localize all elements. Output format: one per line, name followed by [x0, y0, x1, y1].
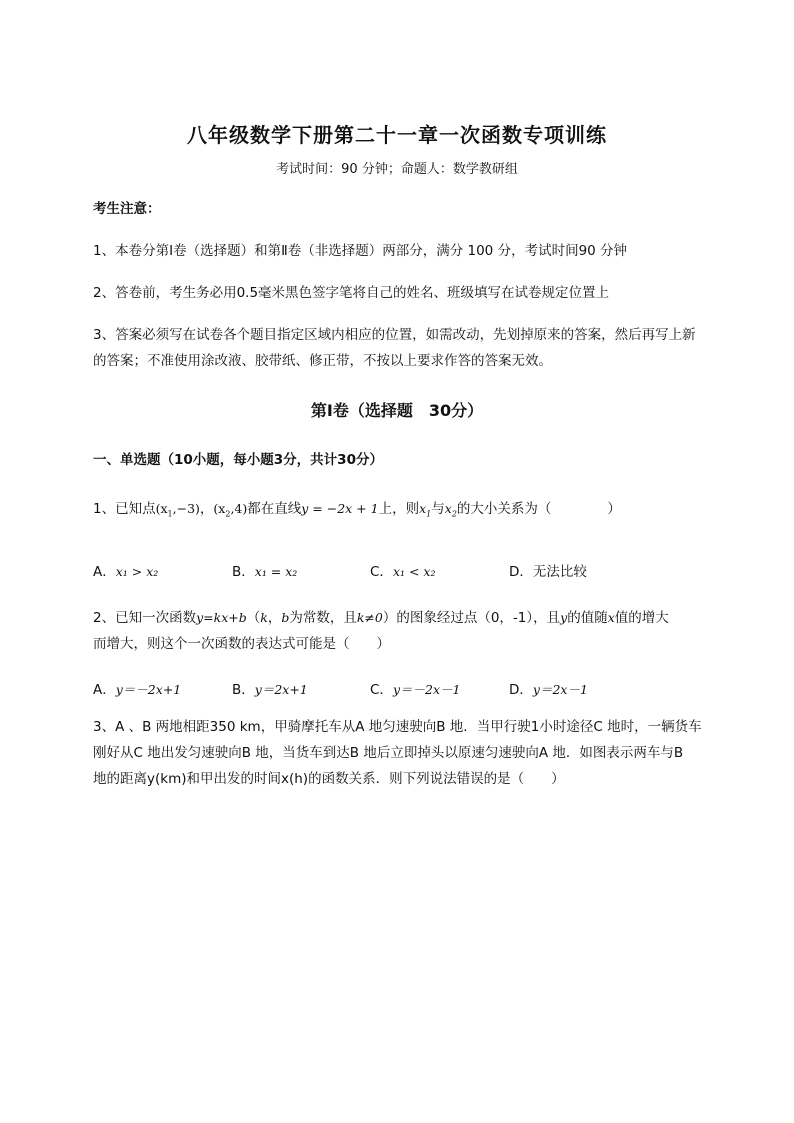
exam-info: 考试时间：90 分钟；命题人：数学教研组 — [276, 162, 518, 177]
notice-item-3-line-1: 3、答案必须写在试卷各个题目指定区域内相应的位置，如需改动，先划掉原来的答案，然后再写上新 — [93, 327, 696, 343]
q1-prefix: 1、已知点 — [93, 501, 156, 517]
notice-heading: 考生注意： — [93, 201, 161, 217]
question-1 — [93, 496, 743, 528]
q1-and: 与 — [431, 501, 445, 517]
q1-point-1: $(x_1,-3)$ — [155, 501, 200, 519]
question-3-line-2: 刚好从C 地出发匀速驶向B 地，当货车到达B 地后立即掉头以原速匀速驶向A 地．如图表示两车与B — [93, 745, 684, 761]
q1-separator: ， — [199, 501, 214, 517]
q1-option-a[interactable]: A．x₁ > x₂ — [93, 564, 159, 580]
question-2-line-2: 而增大，则这个一次函数的表达式可能是（ ） — [93, 636, 390, 652]
q2-option-d[interactable]: D．y＝2x－1 — [509, 682, 588, 698]
part-heading: 一、单选题（10小题，每小题3分，共计30分） — [93, 452, 383, 468]
q1-close: ） — [607, 501, 621, 517]
q1-suffix: 的大小关系为（ — [456, 501, 552, 517]
question-3-line-1: 3、A 、B 两地相距350 km，甲骑摩托车从A 地匀速驶向B 地．当甲行驶1小时途径C 地时，一辆货车 — [93, 719, 702, 735]
q1-option-c[interactable]: C．x₁ < x₂ — [370, 564, 436, 580]
q1-var-a: $x_1$ — [419, 501, 432, 519]
q1-option-d[interactable]: D．无法比较 — [509, 564, 587, 580]
q1-var-b: $x_2$ — [444, 501, 457, 519]
notice-item-1: 1、本卷分第Ⅰ卷（选择题）和第Ⅱ卷（非选择题）两部分，满分 100 分，考试时间90 分钟 — [93, 243, 628, 259]
notice-item-2: 2、答卷前，考生务必用0.5毫米黑色签字笔将自己的姓名、班级填写在试卷规定位置上 — [93, 285, 610, 301]
question-2-line-1: 2、已知一次函数y=kx+b（k，b为常数，且k≠0）的图象经过点（0，-1），且y的值随x值的增大 — [93, 610, 669, 626]
q1-mid-2: 上，则 — [378, 501, 420, 517]
q1-line-equation: y = −2x + 1 — [301, 501, 379, 516]
q1-point-2: $(x_2,4)$ — [213, 501, 248, 519]
question-3-line-3: 地的距离y(km)和甲出发的时间x(h)的函数关系．则下列说法错误的是（ ） — [93, 771, 565, 787]
q1-option-b[interactable]: B．x₁ = x₂ — [232, 564, 298, 580]
q2-function: y=kx+b — [196, 610, 247, 625]
q2-option-b[interactable]: B．y＝2x+1 — [232, 682, 308, 698]
q2-option-c[interactable]: C．y＝－2x－1 — [370, 682, 461, 698]
q1-mid: 都在直线 — [247, 501, 302, 517]
q2-option-a[interactable]: A．y＝－2x+1 — [93, 682, 182, 698]
section-title: 第Ⅰ卷（选择题 30分） — [310, 401, 484, 420]
notice-item-3-line-2: 的答案；不准使用涂改液、胶带纸、修正带，不按以上要求作答的答案无效。 — [93, 353, 552, 369]
page-title: 八年级数学下册第二十一章一次函数专项训练 — [187, 123, 607, 147]
